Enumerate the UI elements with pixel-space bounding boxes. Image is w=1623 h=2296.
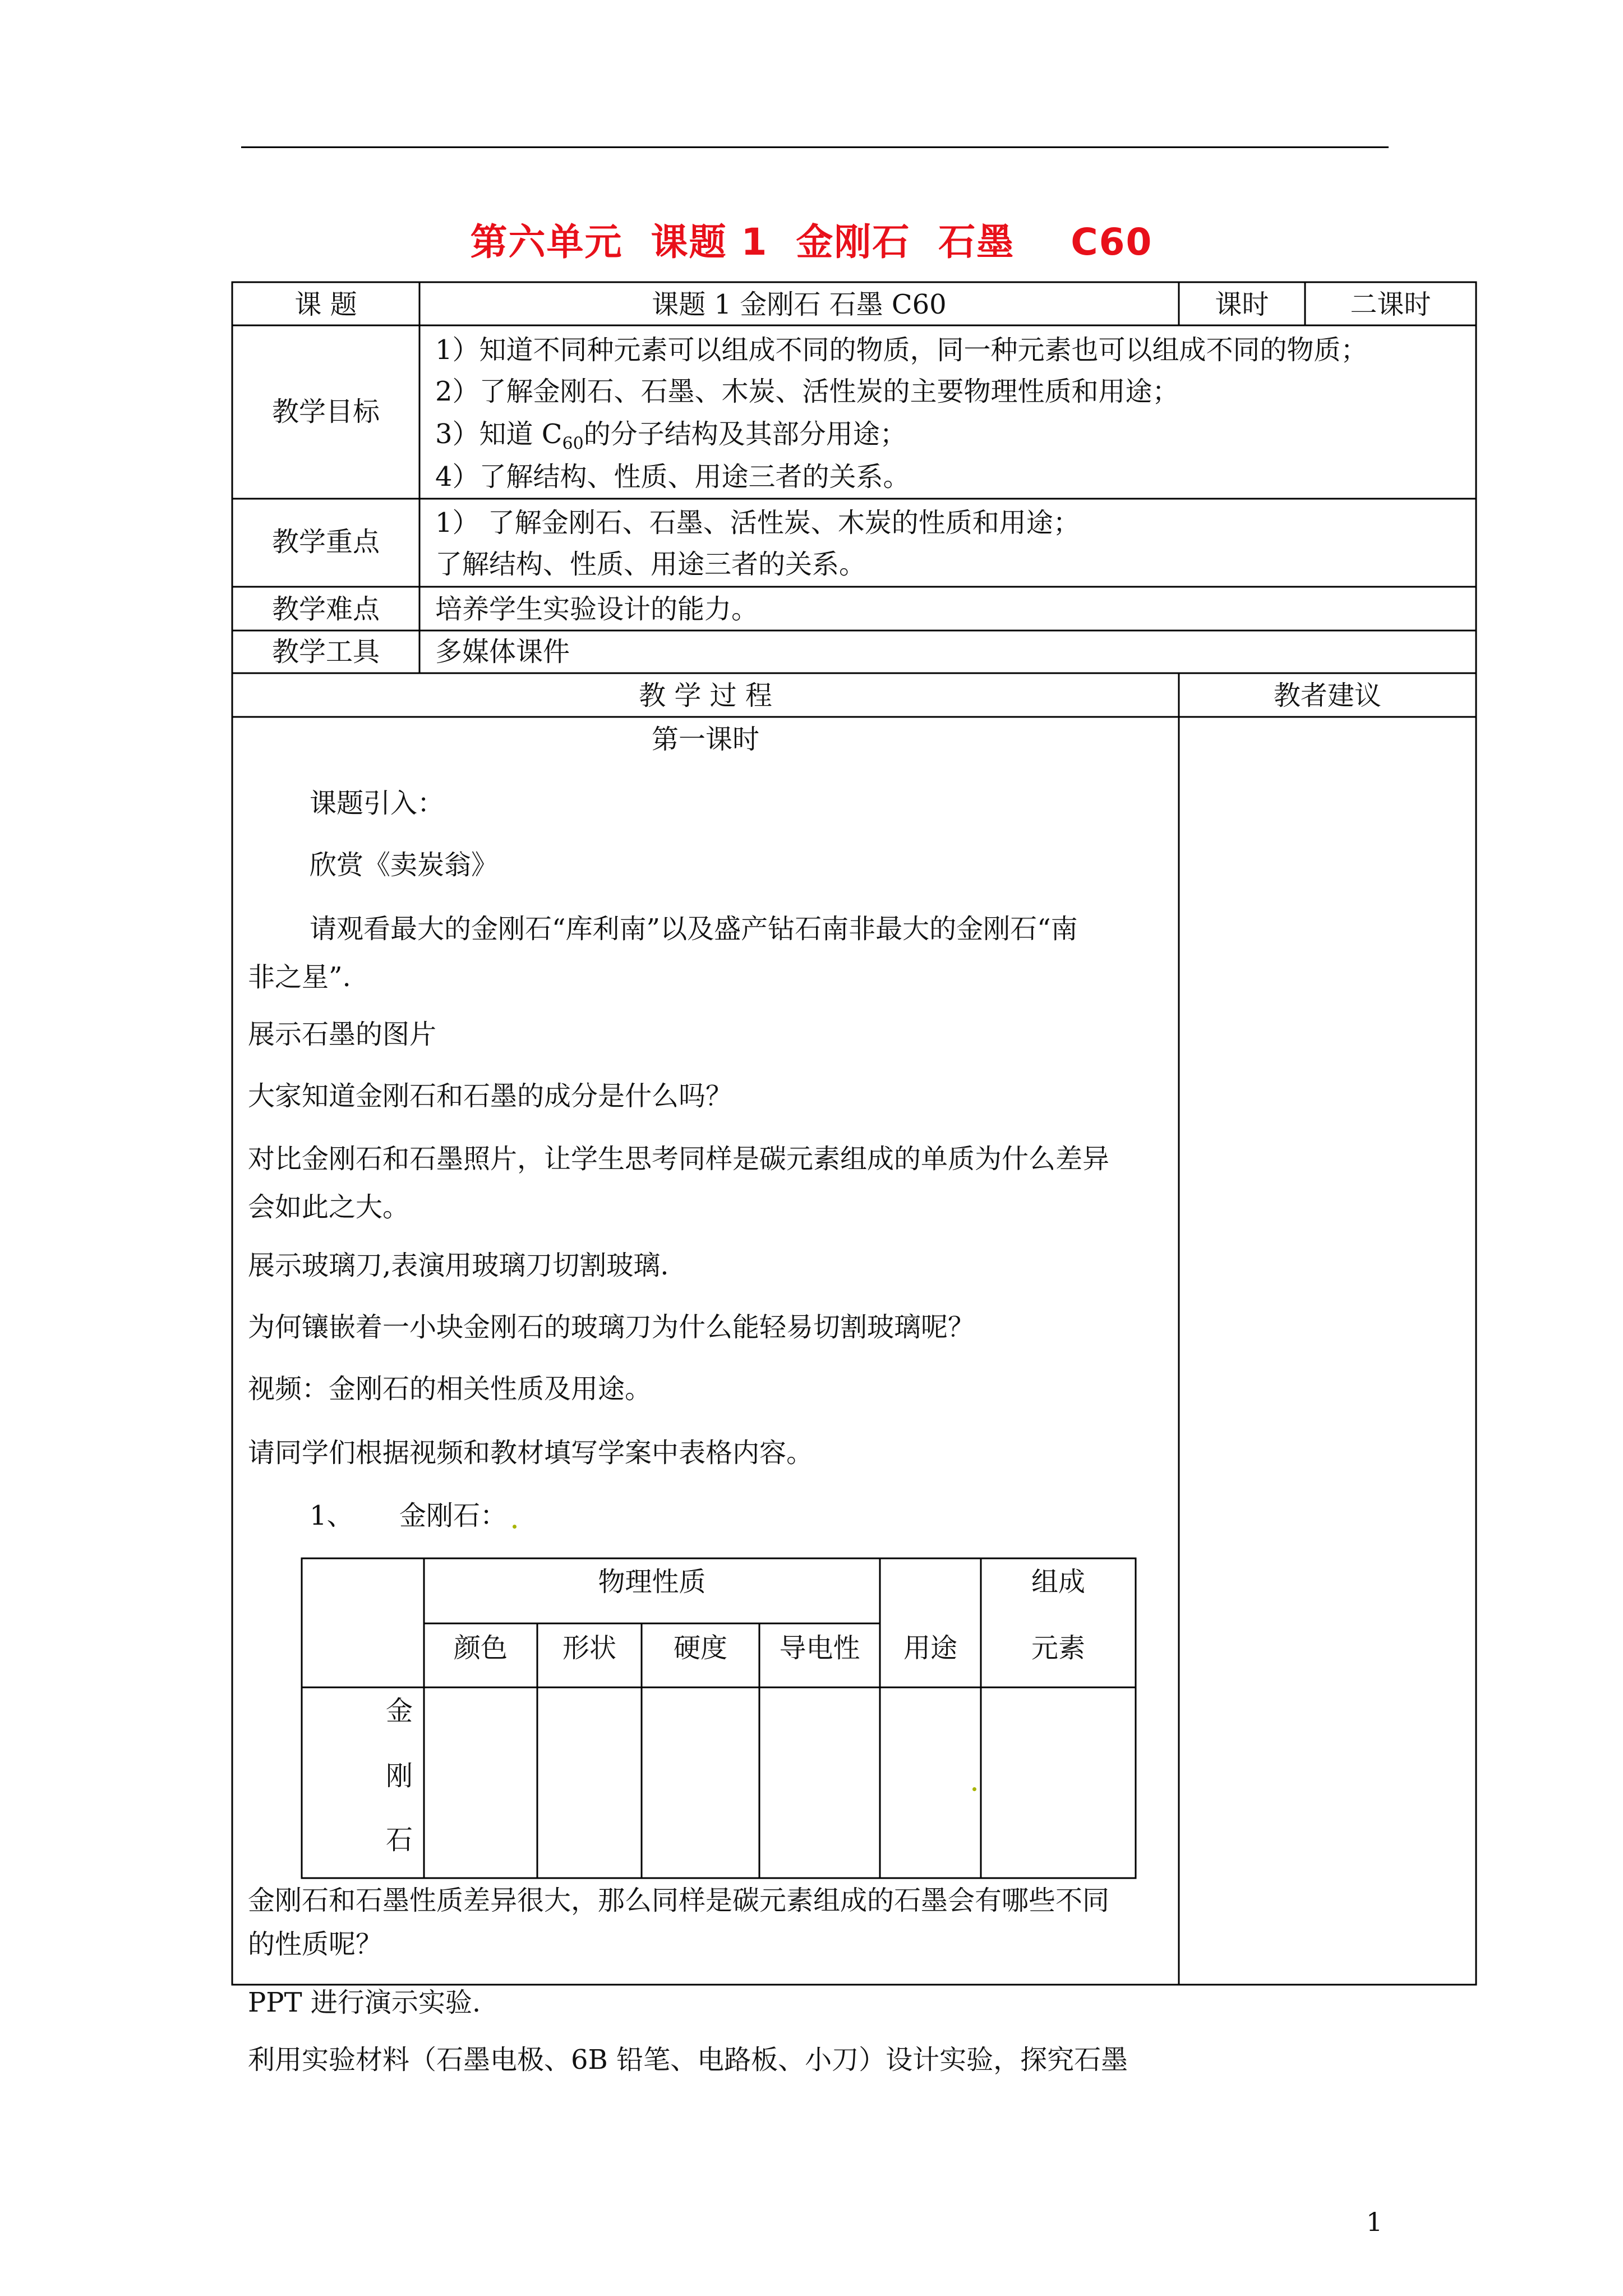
process-paragraph: 欣赏《卖炭翁》: [310, 849, 499, 881]
process-paragraph: 视频：金刚石的相关性质及用途。: [248, 1373, 652, 1405]
mark-dot: [513, 1525, 517, 1529]
process-paragraph: 大家知道金刚石和石墨的成分是什么吗？: [248, 1080, 733, 1112]
key-point-2: 了解结构、性质、用途三者的关系。: [435, 549, 866, 580]
item-label: 金刚石：: [399, 1500, 508, 1531]
physical-properties-header: 物理性质: [598, 1566, 706, 1598]
column-shape: 形状: [562, 1632, 616, 1664]
process-paragraph: 利用实验材料（石墨电极、6B 铅笔、电路板、小刀）设计实验，探究石墨: [248, 2044, 1128, 2076]
row-label-char: 石: [386, 1824, 413, 1856]
key-point-1: 1） 了解金刚石、石墨、活性炭、木炭的性质和用途；: [435, 507, 1080, 539]
mark-dot: [972, 1787, 976, 1791]
process-paragraph: 对比金刚石和石墨照片，让学生思考同样是碳元素组成的单质为什么差异: [248, 1143, 1110, 1175]
row-label-char: 刚: [386, 1760, 413, 1792]
row-label-char: 金: [386, 1695, 413, 1727]
process-paragraph: 展示玻璃刀,表演用玻璃刀切割玻璃.: [248, 1250, 669, 1281]
session-title: 第一课时: [651, 724, 759, 755]
tools-label: 教学工具: [271, 636, 380, 668]
column-composition-line2: 元素: [1031, 1632, 1085, 1664]
difficulty-value: 培养学生实验设计的能力。: [435, 593, 759, 625]
key-points-label: 教学重点: [271, 526, 380, 558]
objective-2: 2）了解金刚石、石墨、木炭、活性炭的主要物理性质和用途；: [435, 376, 1179, 407]
process-paragraph: 为何镶嵌着一小块金刚石的玻璃刀为什么能轻易切割玻璃呢？: [248, 1312, 975, 1343]
column-usage: 用途: [903, 1632, 957, 1664]
column-composition-line1: 组成: [1031, 1566, 1085, 1598]
column-color: 颜色: [453, 1632, 508, 1664]
process-paragraph: 金刚石和石墨性质差异很大，那么同样是碳元素组成的石墨会有哪些不同: [248, 1885, 1110, 1916]
process-paragraph: 展示石墨的图片: [248, 1019, 437, 1050]
topic-value: 课题 1 金刚石 石墨 C60: [652, 289, 947, 320]
objectives-label: 教学目标: [271, 396, 380, 427]
process-paragraph: PPT 进行演示实验.: [248, 1987, 481, 2018]
process-paragraph: 请同学们根据视频和教材填写学案中表格内容。: [248, 1437, 814, 1469]
advice-header: 教者建议: [1273, 680, 1381, 711]
document-title: 第六单元 课题 1 金刚石 石墨 C60: [470, 220, 1153, 264]
difficulty-label: 教学难点: [271, 593, 380, 625]
objective-1: 1）知道不同种元素可以组成不同的物质，同一种元素也可以组成不同的物质；: [435, 334, 1368, 366]
page-number: 1: [1366, 2207, 1383, 2237]
column-conductivity: 导电性: [779, 1632, 860, 1664]
period-value: 二课时: [1350, 289, 1431, 320]
column-hardness: 硬度: [673, 1632, 727, 1664]
objective-4: 4）了解结构、性质、用途三者的关系。: [435, 461, 910, 493]
topic-label: 课 题: [294, 289, 357, 320]
process-paragraph: 会如此之大。: [248, 1191, 410, 1223]
process-header: 教 学 过 程: [639, 680, 772, 711]
tools-value: 多媒体课件: [435, 636, 570, 668]
period-label: 课时: [1215, 289, 1269, 320]
process-paragraph: 课题引入：: [310, 788, 445, 819]
process-paragraph: 非之星”.: [248, 961, 351, 993]
item-number: 1、: [310, 1500, 354, 1531]
objective-3: 3）知道 $C_{60}$的分子结构及其部分用途；: [435, 418, 907, 454]
process-paragraph: 的性质呢？: [248, 1929, 383, 1960]
process-paragraph: 请观看最大的金刚石“库利南”以及盛产钻石南非最大的金刚石“南: [310, 913, 1078, 945]
